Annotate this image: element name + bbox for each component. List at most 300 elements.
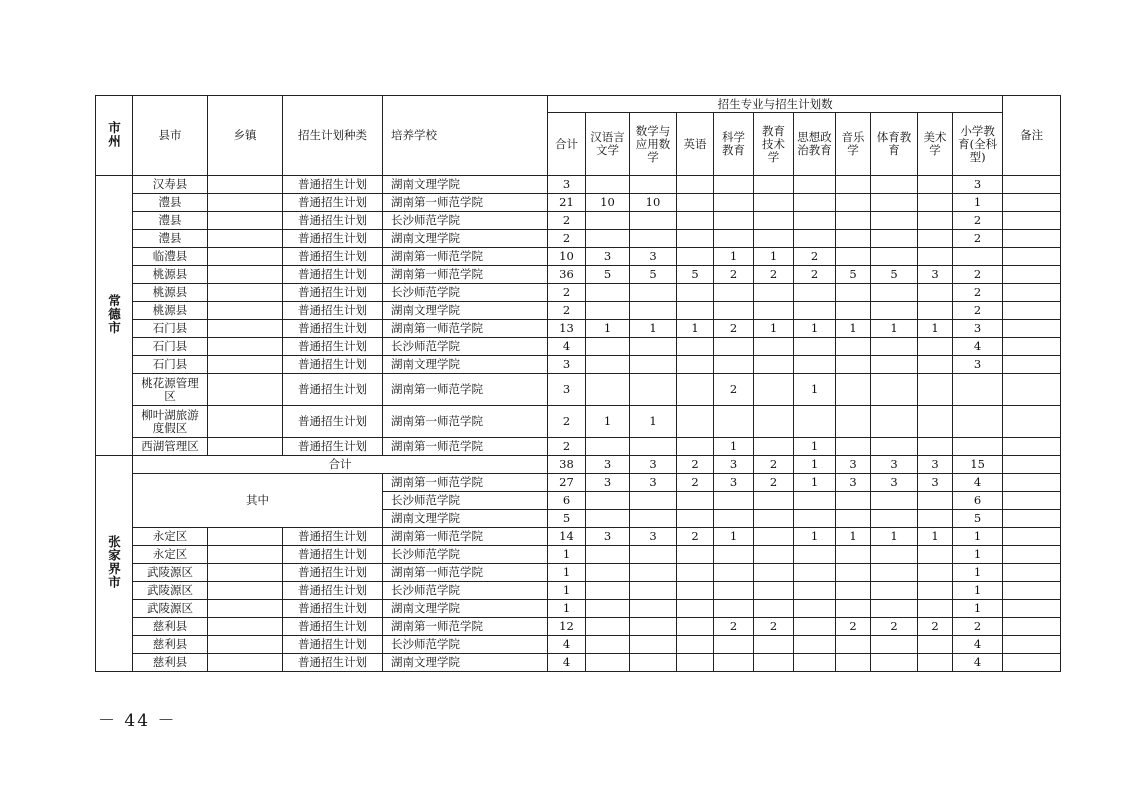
- value-cell: [714, 406, 754, 438]
- value-cell: [677, 356, 714, 374]
- value-cell: 10: [548, 248, 586, 266]
- value-cell: 4: [953, 474, 1003, 492]
- value-cell: 5: [630, 266, 677, 284]
- value-cell: [794, 510, 836, 528]
- value-cell: 3: [918, 474, 953, 492]
- value-cell: [714, 546, 754, 564]
- value-cell: [586, 618, 630, 636]
- value-cell: 1: [548, 564, 586, 582]
- value-cell: [630, 338, 677, 356]
- plan-type-cell: 普通招生计划: [283, 248, 383, 266]
- value-cell: [754, 230, 794, 248]
- value-cell: 2: [714, 320, 754, 338]
- value-cell: [918, 654, 953, 672]
- value-cell: [836, 564, 871, 582]
- value-cell: [754, 338, 794, 356]
- town-cell: [208, 374, 283, 406]
- county-cell: 武陵源区: [133, 600, 208, 618]
- value-cell: [953, 248, 1003, 266]
- table-row: [96, 374, 1061, 406]
- county-cell: 桃源县: [133, 284, 208, 302]
- value-cell: [630, 582, 677, 600]
- county-cell: 桃源县: [133, 302, 208, 320]
- value-cell: [794, 618, 836, 636]
- value-cell: [918, 636, 953, 654]
- value-cell: 5: [586, 266, 630, 284]
- school-cell: 湖南第一师范学院: [383, 266, 548, 284]
- value-cell: [677, 600, 714, 618]
- value-cell: 3: [953, 176, 1003, 194]
- value-cell: 2: [871, 618, 918, 636]
- value-cell: 1: [794, 374, 836, 406]
- value-cell: 3: [630, 528, 677, 546]
- value-cell: 27: [548, 474, 586, 492]
- table-row: [96, 356, 1061, 374]
- value-cell: [754, 284, 794, 302]
- value-cell: [677, 654, 714, 672]
- value-cell: [586, 438, 630, 456]
- value-cell: 4: [548, 338, 586, 356]
- value-cell: [714, 356, 754, 374]
- value-cell: [754, 546, 794, 564]
- plan-type-cell: 普通招生计划: [283, 618, 383, 636]
- value-cell: [918, 492, 953, 510]
- value-cell: 15: [953, 456, 1003, 474]
- value-cell: 3: [630, 248, 677, 266]
- county-cell: 桃花源管理区: [133, 374, 208, 406]
- table-row: [96, 636, 1061, 654]
- county-cell: 慈利县: [133, 618, 208, 636]
- subtotal-row: [96, 474, 1061, 492]
- note-cell: [1003, 582, 1061, 600]
- value-cell: 2: [677, 528, 714, 546]
- school-cell: 长沙师范学院: [383, 492, 548, 510]
- value-cell: 4: [953, 654, 1003, 672]
- value-cell: [714, 492, 754, 510]
- header-major: 合计: [548, 113, 586, 176]
- plan-type-cell: 普通招生计划: [283, 564, 383, 582]
- value-cell: 1: [794, 320, 836, 338]
- value-cell: [754, 582, 794, 600]
- note-cell: [1003, 266, 1061, 284]
- value-cell: 2: [953, 230, 1003, 248]
- value-cell: [754, 194, 794, 212]
- value-cell: 1: [836, 528, 871, 546]
- value-cell: 2: [548, 406, 586, 438]
- table-row: [96, 320, 1061, 338]
- plan-type-cell: 普通招生计划: [283, 284, 383, 302]
- value-cell: [918, 510, 953, 528]
- city-label: 张家界市: [106, 535, 122, 589]
- value-cell: 1: [794, 438, 836, 456]
- value-cell: [714, 564, 754, 582]
- school-cell: 长沙师范学院: [383, 284, 548, 302]
- school-cell: 湖南第一师范学院: [383, 406, 548, 438]
- value-cell: 3: [548, 356, 586, 374]
- value-cell: [836, 510, 871, 528]
- value-cell: 1: [953, 194, 1003, 212]
- value-cell: [586, 338, 630, 356]
- value-cell: [836, 176, 871, 194]
- county-cell: 石门县: [133, 338, 208, 356]
- value-cell: 1: [714, 438, 754, 456]
- school-cell: 湖南文理学院: [383, 600, 548, 618]
- value-cell: [794, 194, 836, 212]
- value-cell: 2: [754, 474, 794, 492]
- total-row: [96, 456, 1061, 474]
- city-cell: [96, 176, 133, 456]
- value-cell: 1: [871, 320, 918, 338]
- value-cell: [953, 406, 1003, 438]
- value-cell: [630, 438, 677, 456]
- value-cell: 3: [918, 456, 953, 474]
- plan-type-cell: 普通招生计划: [283, 636, 383, 654]
- value-cell: [871, 582, 918, 600]
- value-cell: [754, 438, 794, 456]
- value-cell: 3: [586, 248, 630, 266]
- town-cell: [208, 320, 283, 338]
- header-major: 数学与应用数学: [630, 113, 677, 176]
- header-major-group: 招生专业与招生计划数: [548, 96, 1003, 113]
- town-cell: [208, 600, 283, 618]
- town-cell: [208, 266, 283, 284]
- value-cell: 6: [548, 492, 586, 510]
- county-cell: 西湖管理区: [133, 438, 208, 456]
- value-cell: [836, 212, 871, 230]
- school-cell: 湖南第一师范学院: [383, 618, 548, 636]
- value-cell: [586, 600, 630, 618]
- note-cell: [1003, 320, 1061, 338]
- note-cell: [1003, 618, 1061, 636]
- value-cell: [953, 374, 1003, 406]
- value-cell: [918, 356, 953, 374]
- county-cell: 澧县: [133, 230, 208, 248]
- value-cell: [918, 284, 953, 302]
- value-cell: [754, 176, 794, 194]
- value-cell: [871, 600, 918, 618]
- value-cell: 2: [714, 374, 754, 406]
- plan-type-cell: 普通招生计划: [283, 546, 383, 564]
- value-cell: 21: [548, 194, 586, 212]
- table-row: [96, 618, 1061, 636]
- plan-type-cell: 普通招生计划: [283, 654, 383, 672]
- value-cell: 1: [714, 248, 754, 266]
- value-cell: [586, 546, 630, 564]
- plan-type-cell: 普通招生计划: [283, 356, 383, 374]
- value-cell: [794, 176, 836, 194]
- value-cell: 2: [953, 618, 1003, 636]
- value-cell: [871, 194, 918, 212]
- value-cell: [871, 654, 918, 672]
- value-cell: [586, 212, 630, 230]
- value-cell: 1: [918, 528, 953, 546]
- value-cell: [714, 510, 754, 528]
- county-cell: 慈利县: [133, 636, 208, 654]
- value-cell: 5: [953, 510, 1003, 528]
- value-cell: [630, 600, 677, 618]
- school-cell: 湖南文理学院: [383, 510, 548, 528]
- value-cell: [918, 194, 953, 212]
- value-cell: 10: [586, 194, 630, 212]
- county-cell: 永定区: [133, 546, 208, 564]
- table-row: [96, 338, 1061, 356]
- county-cell: 临澧县: [133, 248, 208, 266]
- header-major: 汉语言文学: [586, 113, 630, 176]
- note-cell: [1003, 636, 1061, 654]
- value-cell: 1: [754, 248, 794, 266]
- value-cell: 36: [548, 266, 586, 284]
- value-cell: [794, 546, 836, 564]
- value-cell: 3: [548, 176, 586, 194]
- value-cell: [836, 492, 871, 510]
- value-cell: 1: [953, 528, 1003, 546]
- value-cell: [953, 438, 1003, 456]
- value-cell: [586, 302, 630, 320]
- county-cell: 武陵源区: [133, 564, 208, 582]
- value-cell: [677, 546, 714, 564]
- value-cell: 1: [630, 320, 677, 338]
- value-cell: [836, 194, 871, 212]
- town-cell: [208, 546, 283, 564]
- note-cell: [1003, 406, 1061, 438]
- value-cell: 5: [677, 266, 714, 284]
- value-cell: [677, 406, 714, 438]
- value-cell: [630, 546, 677, 564]
- value-cell: [918, 564, 953, 582]
- note-cell: [1003, 546, 1061, 564]
- value-cell: 3: [871, 456, 918, 474]
- value-cell: 2: [953, 212, 1003, 230]
- value-cell: [918, 338, 953, 356]
- city-label: 常德市: [106, 293, 122, 335]
- value-cell: [794, 636, 836, 654]
- table-row: [96, 248, 1061, 266]
- value-cell: [918, 176, 953, 194]
- value-cell: [586, 636, 630, 654]
- value-cell: [794, 284, 836, 302]
- value-cell: [871, 406, 918, 438]
- value-cell: [754, 212, 794, 230]
- note-cell: [1003, 374, 1061, 406]
- note-cell: [1003, 338, 1061, 356]
- value-cell: 4: [953, 338, 1003, 356]
- header-major: 体育教育: [871, 113, 918, 176]
- value-cell: 1: [714, 528, 754, 546]
- town-cell: [208, 284, 283, 302]
- header-school: 培养学校: [383, 96, 548, 176]
- value-cell: 5: [548, 510, 586, 528]
- value-cell: [630, 212, 677, 230]
- value-cell: [630, 654, 677, 672]
- value-cell: [871, 546, 918, 564]
- note-cell: [1003, 284, 1061, 302]
- value-cell: [754, 492, 794, 510]
- value-cell: [630, 564, 677, 582]
- value-cell: 4: [548, 636, 586, 654]
- plan-type-cell: 普通招生计划: [283, 582, 383, 600]
- plan-type-cell: 普通招生计划: [283, 528, 383, 546]
- value-cell: [794, 230, 836, 248]
- value-cell: 1: [918, 320, 953, 338]
- value-cell: 6: [953, 492, 1003, 510]
- value-cell: 3: [836, 474, 871, 492]
- value-cell: [918, 302, 953, 320]
- town-cell: [208, 230, 283, 248]
- note-cell: [1003, 230, 1061, 248]
- value-cell: 4: [953, 636, 1003, 654]
- value-cell: [836, 338, 871, 356]
- school-cell: 湖南第一师范学院: [383, 320, 548, 338]
- value-cell: 5: [871, 266, 918, 284]
- table-row: [96, 528, 1061, 546]
- value-cell: 2: [953, 302, 1003, 320]
- value-cell: 1: [586, 406, 630, 438]
- value-cell: [677, 374, 714, 406]
- value-cell: 13: [548, 320, 586, 338]
- county-cell: 永定区: [133, 528, 208, 546]
- value-cell: [836, 230, 871, 248]
- school-cell: 湖南文理学院: [383, 356, 548, 374]
- note-cell: [1003, 654, 1061, 672]
- value-cell: 2: [794, 266, 836, 284]
- plan-type-cell: 普通招生计划: [283, 194, 383, 212]
- county-cell: 桃源县: [133, 266, 208, 284]
- value-cell: 1: [953, 582, 1003, 600]
- value-cell: 3: [630, 474, 677, 492]
- value-cell: [586, 510, 630, 528]
- value-cell: [918, 230, 953, 248]
- table-row: [96, 546, 1061, 564]
- value-cell: [794, 492, 836, 510]
- value-cell: 12: [548, 618, 586, 636]
- value-cell: [714, 582, 754, 600]
- value-cell: [714, 230, 754, 248]
- value-cell: [836, 284, 871, 302]
- note-cell: [1003, 564, 1061, 582]
- value-cell: [586, 284, 630, 302]
- town-cell: [208, 248, 283, 266]
- header-major: 小学教育(全科型): [953, 113, 1003, 176]
- header-major: 思想政治教育: [794, 113, 836, 176]
- table-row: [96, 582, 1061, 600]
- value-cell: 1: [630, 406, 677, 438]
- table-row: [96, 230, 1061, 248]
- value-cell: [630, 230, 677, 248]
- value-cell: [677, 618, 714, 636]
- value-cell: [871, 438, 918, 456]
- value-cell: [714, 212, 754, 230]
- table-row: [96, 406, 1061, 438]
- value-cell: [871, 510, 918, 528]
- value-cell: [630, 636, 677, 654]
- town-cell: [208, 212, 283, 230]
- enrollment-plan-table: [95, 95, 1061, 672]
- town-cell: [208, 582, 283, 600]
- school-cell: 长沙师范学院: [383, 338, 548, 356]
- note-cell: [1003, 438, 1061, 456]
- value-cell: [714, 636, 754, 654]
- value-cell: [677, 510, 714, 528]
- value-cell: [918, 248, 953, 266]
- value-cell: [714, 284, 754, 302]
- table-row: [96, 654, 1061, 672]
- school-cell: 湖南文理学院: [383, 230, 548, 248]
- value-cell: [714, 176, 754, 194]
- value-cell: [677, 338, 714, 356]
- town-cell: [208, 194, 283, 212]
- header-major: 英语: [677, 113, 714, 176]
- header-town: 乡镇: [208, 96, 283, 176]
- school-cell: 湖南文理学院: [383, 654, 548, 672]
- town-cell: [208, 438, 283, 456]
- value-cell: 3: [630, 456, 677, 474]
- value-cell: 1: [794, 456, 836, 474]
- school-cell: 湖南第一师范学院: [383, 194, 548, 212]
- header-major: 美术学: [918, 113, 953, 176]
- school-cell: 湖南第一师范学院: [383, 528, 548, 546]
- table-row: [96, 438, 1061, 456]
- note-cell: [1003, 456, 1061, 474]
- town-cell: [208, 528, 283, 546]
- value-cell: 3: [586, 528, 630, 546]
- value-cell: [754, 406, 794, 438]
- value-cell: [586, 230, 630, 248]
- value-cell: [794, 582, 836, 600]
- value-cell: [794, 356, 836, 374]
- value-cell: [630, 492, 677, 510]
- value-cell: 2: [548, 302, 586, 320]
- value-cell: [754, 564, 794, 582]
- value-cell: [586, 582, 630, 600]
- value-cell: [871, 284, 918, 302]
- school-cell: 长沙师范学院: [383, 636, 548, 654]
- value-cell: [918, 212, 953, 230]
- county-cell: 石门县: [133, 320, 208, 338]
- value-cell: 2: [548, 438, 586, 456]
- value-cell: [836, 654, 871, 672]
- value-cell: [836, 356, 871, 374]
- city-cell: [96, 456, 133, 672]
- value-cell: [794, 654, 836, 672]
- value-cell: [836, 438, 871, 456]
- town-cell: [208, 636, 283, 654]
- value-cell: 3: [836, 456, 871, 474]
- value-cell: [794, 564, 836, 582]
- value-cell: [754, 510, 794, 528]
- value-cell: [677, 492, 714, 510]
- county-cell: 澧县: [133, 194, 208, 212]
- value-cell: [754, 374, 794, 406]
- plan-type-cell: 普通招生计划: [283, 212, 383, 230]
- value-cell: 2: [836, 618, 871, 636]
- plan-type-cell: 普通招生计划: [283, 338, 383, 356]
- value-cell: [871, 302, 918, 320]
- note-cell: [1003, 474, 1061, 492]
- header-county: 县市: [133, 96, 208, 176]
- value-cell: 2: [677, 456, 714, 474]
- value-cell: 1: [953, 564, 1003, 582]
- school-cell: 长沙师范学院: [383, 212, 548, 230]
- county-cell: 汉寿县: [133, 176, 208, 194]
- value-cell: [836, 248, 871, 266]
- value-cell: 3: [586, 474, 630, 492]
- value-cell: [754, 302, 794, 320]
- value-cell: [586, 654, 630, 672]
- town-cell: [208, 176, 283, 194]
- value-cell: [871, 356, 918, 374]
- town-cell: [208, 564, 283, 582]
- value-cell: [836, 374, 871, 406]
